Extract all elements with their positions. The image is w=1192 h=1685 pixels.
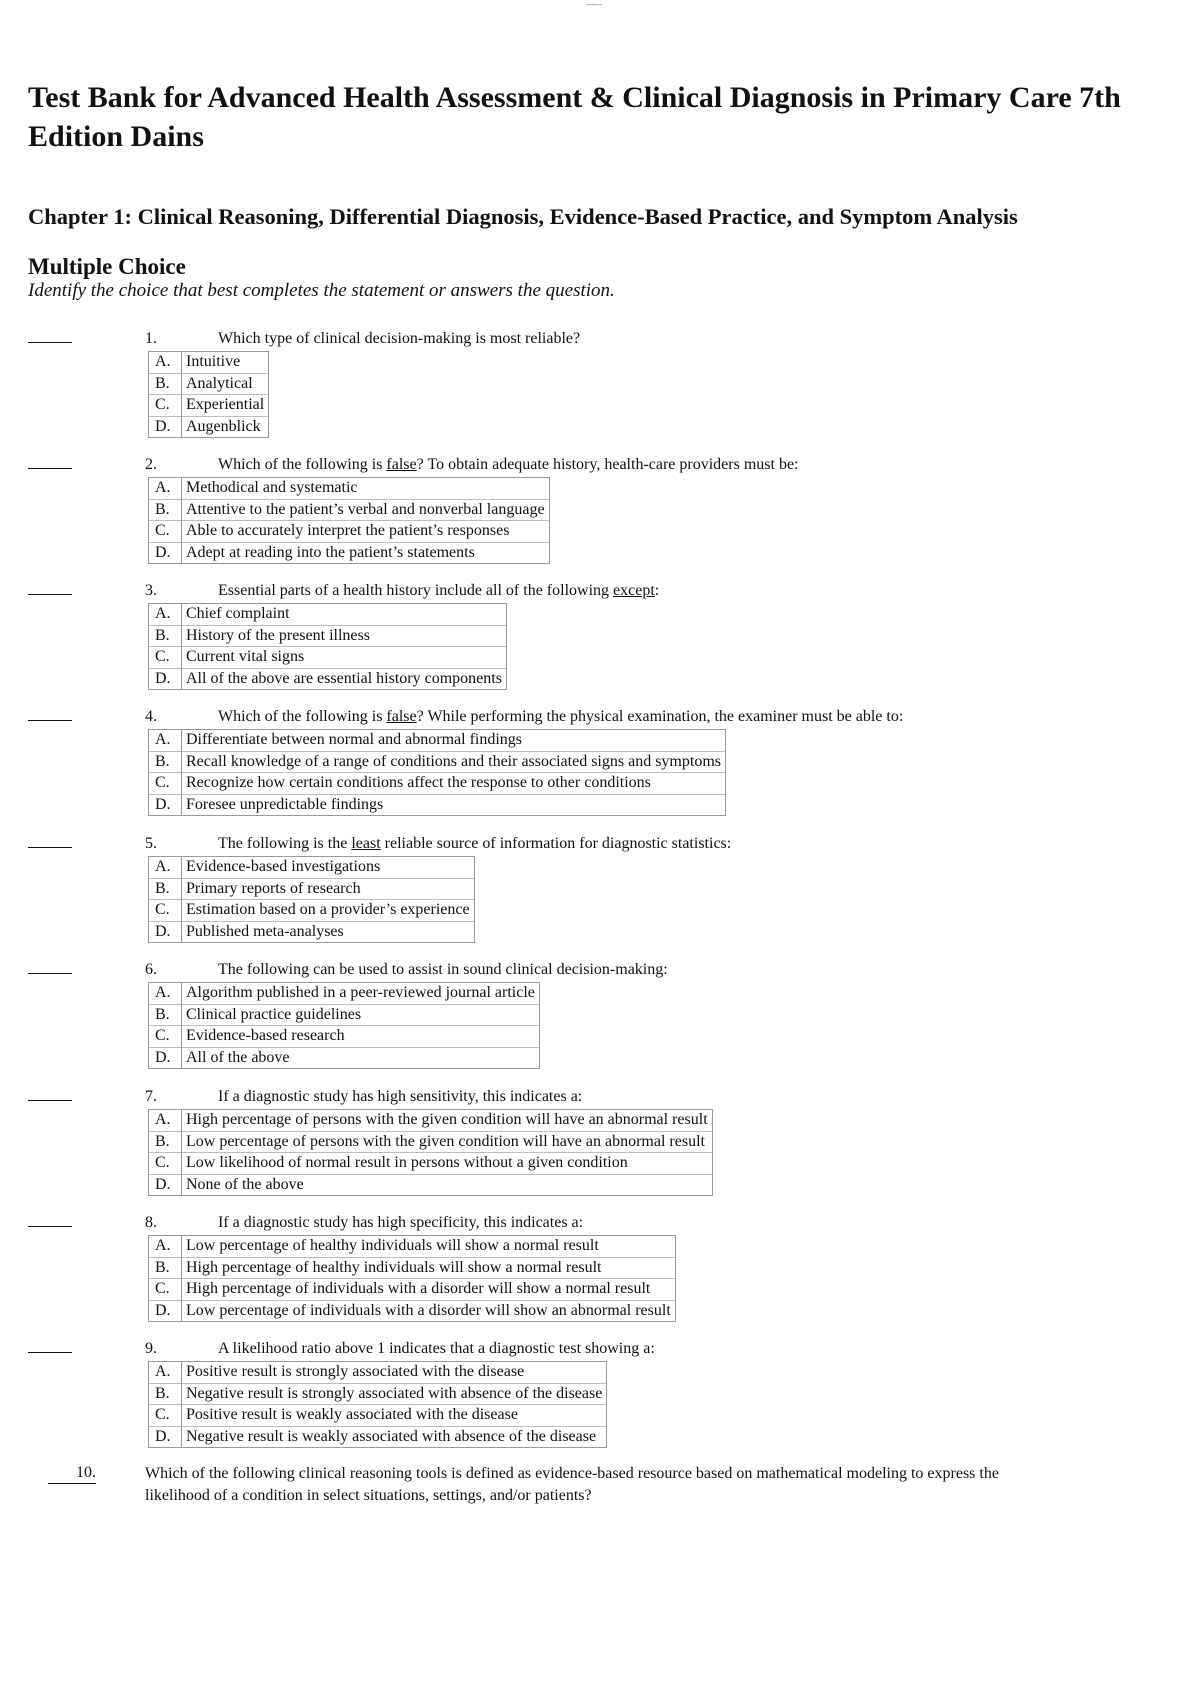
question-number: 1. bbox=[145, 330, 157, 347]
option-letter: D. bbox=[149, 922, 182, 943]
option-letter: B. bbox=[149, 752, 182, 774]
option-c[interactable] bbox=[149, 900, 474, 922]
option-d[interactable] bbox=[149, 1048, 539, 1069]
question-number: 8. bbox=[145, 1214, 157, 1231]
option-letter: C. bbox=[149, 1279, 182, 1301]
question-number: 9. bbox=[145, 1340, 157, 1357]
option-b[interactable] bbox=[149, 1005, 539, 1027]
option-letter: D. bbox=[149, 795, 182, 816]
option-c[interactable] bbox=[149, 1153, 712, 1175]
question-number: 3. bbox=[145, 582, 157, 599]
option-text: Recognize how certain conditions affect the response to other conditions bbox=[182, 773, 725, 795]
question-text-part: ? While performing the physical examination, the examiner must be able to: bbox=[416, 708, 904, 725]
option-d[interactable] bbox=[149, 922, 474, 943]
option-letter: A. bbox=[149, 983, 182, 1005]
top-mark: ------ bbox=[586, 0, 602, 9]
answer-options bbox=[148, 1109, 713, 1196]
option-b[interactable] bbox=[149, 626, 506, 648]
option-b[interactable] bbox=[149, 1132, 712, 1154]
question-number: 5. bbox=[145, 835, 157, 852]
option-c[interactable] bbox=[149, 1405, 606, 1427]
option-text: Low percentage of individuals with a disorder will show an abnormal result bbox=[186, 1301, 671, 1319]
option-text: Experiential bbox=[182, 395, 268, 417]
option-text: Low percentage of healthy individuals will show a normal result bbox=[182, 1236, 675, 1258]
question-emphasis: least bbox=[351, 835, 381, 852]
answer-blank[interactable] bbox=[28, 847, 72, 848]
option-d[interactable] bbox=[149, 417, 268, 438]
option-a[interactable] bbox=[149, 352, 268, 374]
answer-options bbox=[148, 603, 507, 690]
option-a[interactable] bbox=[149, 983, 539, 1005]
option-letter: A. bbox=[149, 478, 182, 500]
option-text: Chief complaint bbox=[182, 604, 506, 626]
instructions: Identify the choice that best completes the statement or answers the question. bbox=[28, 280, 615, 301]
option-text: Published meta-analyses bbox=[186, 922, 344, 940]
option-b[interactable] bbox=[149, 879, 474, 901]
question-text-part: Which of the following is bbox=[218, 708, 387, 725]
option-c[interactable] bbox=[149, 1026, 539, 1048]
option-letter: A. bbox=[149, 730, 182, 752]
option-text: Low percentage of persons with the given condition will have an abnormal result bbox=[182, 1132, 712, 1154]
option-letter: C. bbox=[149, 395, 182, 417]
option-d[interactable] bbox=[149, 795, 725, 816]
option-text: High percentage of individuals with a disorder will show a normal result bbox=[182, 1279, 675, 1301]
option-text: Current vital signs bbox=[182, 647, 506, 669]
option-letter: C. bbox=[149, 1405, 182, 1427]
question-text bbox=[218, 961, 668, 979]
option-c[interactable] bbox=[149, 521, 549, 543]
option-text: Intuitive bbox=[182, 352, 268, 374]
section-heading: Multiple Choice bbox=[28, 254, 186, 279]
option-letter: C. bbox=[149, 1026, 182, 1048]
answer-options bbox=[148, 1235, 676, 1322]
option-a[interactable] bbox=[149, 478, 549, 500]
answer-options bbox=[148, 729, 726, 816]
option-text: Negative result is strongly associated with absence of the disease bbox=[182, 1384, 606, 1406]
option-letter: C. bbox=[149, 900, 182, 922]
option-text: History of the present illness bbox=[182, 626, 506, 648]
question-emphasis: false bbox=[386, 456, 417, 473]
option-text: Clinical practice guidelines bbox=[182, 1005, 539, 1027]
option-text: Attentive to the patient’s verbal and nonverbal language bbox=[182, 500, 549, 522]
option-letter: B. bbox=[149, 1005, 182, 1027]
option-text: Estimation based on a provider’s experience bbox=[182, 900, 474, 922]
question-text-part: Essential parts of a health history include all of the following bbox=[218, 582, 614, 599]
option-text: Low likelihood of normal result in persons without a given condition bbox=[182, 1153, 712, 1175]
option-d[interactable] bbox=[149, 543, 549, 564]
option-text: Augenblick bbox=[186, 417, 261, 435]
question-text-part: The following can be used to assist in sound clinical decision-making: bbox=[218, 961, 668, 978]
option-text: High percentage of healthy individuals will show a normal result bbox=[182, 1258, 675, 1280]
answer-options bbox=[148, 351, 269, 438]
option-text: Positive result is strongly associated with the disease bbox=[182, 1362, 606, 1384]
question-text-part: A likelihood ratio above 1 indicates that a diagnostic test showing a: bbox=[218, 1340, 655, 1357]
option-text: All of the above bbox=[186, 1048, 290, 1066]
option-letter: C. bbox=[149, 521, 182, 543]
option-letter: B. bbox=[149, 1258, 182, 1280]
option-d[interactable] bbox=[149, 1427, 606, 1448]
question-text-part: If a diagnostic study has high sensitivity, this indicates a: bbox=[218, 1088, 583, 1105]
answer-options bbox=[148, 982, 540, 1069]
question-text bbox=[218, 1340, 655, 1358]
option-text: None of the above bbox=[186, 1175, 304, 1193]
question-text bbox=[218, 456, 799, 474]
option-c[interactable] bbox=[149, 647, 506, 669]
question-number: 4. bbox=[145, 708, 157, 725]
option-a[interactable] bbox=[149, 857, 474, 879]
option-letter: D. bbox=[149, 1048, 182, 1069]
option-a[interactable] bbox=[149, 1236, 675, 1258]
question-text-part: Which type of clinical decision-making is most reliable? bbox=[218, 330, 581, 347]
option-a[interactable] bbox=[149, 1362, 606, 1384]
option-text: All of the above are essential history components bbox=[186, 669, 502, 687]
option-b[interactable] bbox=[149, 374, 268, 396]
option-a[interactable] bbox=[149, 604, 506, 626]
question-text-part: Which of the following is bbox=[218, 456, 387, 473]
option-letter: B. bbox=[149, 879, 182, 901]
option-letter: C. bbox=[149, 773, 182, 795]
option-letter: D. bbox=[149, 1427, 182, 1448]
option-letter: A. bbox=[149, 1236, 182, 1258]
option-text: Evidence-based research bbox=[182, 1026, 539, 1048]
option-c[interactable] bbox=[149, 773, 725, 795]
option-text: Analytical bbox=[182, 374, 268, 396]
question-text bbox=[218, 1088, 582, 1106]
option-text: Negative result is weakly associated with absence of the disease bbox=[186, 1427, 597, 1445]
option-text: Algorithm published in a peer-reviewed journal article bbox=[182, 983, 539, 1005]
question-number: 6. bbox=[145, 961, 157, 978]
question-text bbox=[218, 835, 731, 853]
option-letter: D. bbox=[149, 1175, 182, 1196]
question-text: Which of the following clinical reasoning tools is defined as evidence-based resource based on mathematical modeling to express the likelihood of a condition in select situations, settings, and/or patients? bbox=[145, 1465, 999, 1504]
option-text: Evidence-based investigations bbox=[182, 857, 474, 879]
question-text-part: ? To obtain adequate history, health-care providers must be: bbox=[416, 456, 799, 473]
option-letter: B. bbox=[149, 500, 182, 522]
option-text: Methodical and systematic bbox=[182, 478, 549, 500]
question-number: 7. bbox=[145, 1088, 157, 1105]
option-text: Recall knowledge of a range of conditions and their associated signs and symptoms bbox=[182, 752, 725, 774]
question-text-part: The following is the bbox=[218, 835, 352, 852]
option-letter: B. bbox=[149, 1384, 182, 1406]
answer-blank[interactable] bbox=[28, 1352, 72, 1353]
answer-blank[interactable]: 10. bbox=[48, 1463, 96, 1484]
question-number: 2. bbox=[145, 456, 157, 473]
option-a[interactable] bbox=[149, 730, 725, 752]
option-b[interactable] bbox=[149, 1258, 675, 1280]
question-emphasis: false bbox=[386, 708, 417, 725]
option-a[interactable] bbox=[149, 1110, 712, 1132]
answer-blank[interactable] bbox=[28, 1100, 72, 1101]
option-text: Positive result is weakly associated with the disease bbox=[182, 1405, 606, 1427]
question-text bbox=[218, 582, 659, 600]
option-letter: A. bbox=[149, 1362, 182, 1384]
question-text-part: If a diagnostic study has high specificity, this indicates a: bbox=[218, 1214, 584, 1231]
option-letter: C. bbox=[149, 1153, 182, 1175]
answer-blank[interactable] bbox=[28, 720, 72, 721]
option-d[interactable] bbox=[149, 1301, 675, 1322]
option-text: Differentiate between normal and abnormal findings bbox=[182, 730, 725, 752]
option-letter: A. bbox=[149, 1110, 182, 1132]
answer-blank[interactable] bbox=[28, 973, 72, 974]
answer-options bbox=[148, 1361, 607, 1448]
option-d[interactable] bbox=[149, 1175, 712, 1196]
answer-options bbox=[148, 477, 550, 564]
option-letter: D. bbox=[149, 543, 182, 564]
option-text: High percentage of persons with the given condition will have an abnormal result bbox=[182, 1110, 712, 1132]
question-text bbox=[218, 1214, 583, 1232]
question-text-part: reliable source of information for diagnostic statistics: bbox=[380, 835, 732, 852]
option-letter: C. bbox=[149, 647, 182, 669]
option-d[interactable] bbox=[149, 669, 506, 690]
option-letter: D. bbox=[149, 417, 182, 438]
option-text: Adept at reading into the patient’s statements bbox=[186, 543, 475, 561]
option-b[interactable] bbox=[149, 752, 725, 774]
question-text bbox=[218, 708, 903, 726]
answer-blank[interactable] bbox=[28, 594, 72, 595]
answer-blank[interactable] bbox=[28, 468, 72, 469]
option-b[interactable] bbox=[149, 1384, 606, 1406]
question-emphasis: except bbox=[613, 582, 655, 599]
option-text: Primary reports of research bbox=[182, 879, 474, 901]
option-text: Able to accurately interpret the patient’s responses bbox=[182, 521, 549, 543]
option-letter: A. bbox=[149, 857, 182, 879]
answer-blank[interactable] bbox=[28, 342, 72, 343]
option-letter: A. bbox=[149, 604, 182, 626]
option-letter: D. bbox=[149, 669, 182, 690]
option-c[interactable] bbox=[149, 395, 268, 417]
option-c[interactable] bbox=[149, 1279, 675, 1301]
option-letter: B. bbox=[149, 626, 182, 648]
option-letter: D. bbox=[149, 1301, 182, 1322]
option-letter: B. bbox=[149, 374, 182, 396]
document-title: Test Bank for Advanced Health Assessment & Clinical Diagnosis in Primary Care 7th Edition Dains bbox=[28, 81, 1121, 153]
option-letter: A. bbox=[149, 352, 182, 374]
question-text-part: : bbox=[654, 582, 660, 599]
option-letter: B. bbox=[149, 1132, 182, 1154]
question-text bbox=[218, 330, 580, 348]
option-b[interactable] bbox=[149, 500, 549, 522]
answer-options bbox=[148, 856, 475, 943]
option-text: Foresee unpredictable findings bbox=[186, 795, 384, 813]
chapter-heading: Chapter 1: Clinical Reasoning, Differential Diagnosis, Evidence-Based Practice, and Symptom Analysis bbox=[28, 204, 1018, 229]
answer-blank[interactable] bbox=[28, 1226, 72, 1227]
